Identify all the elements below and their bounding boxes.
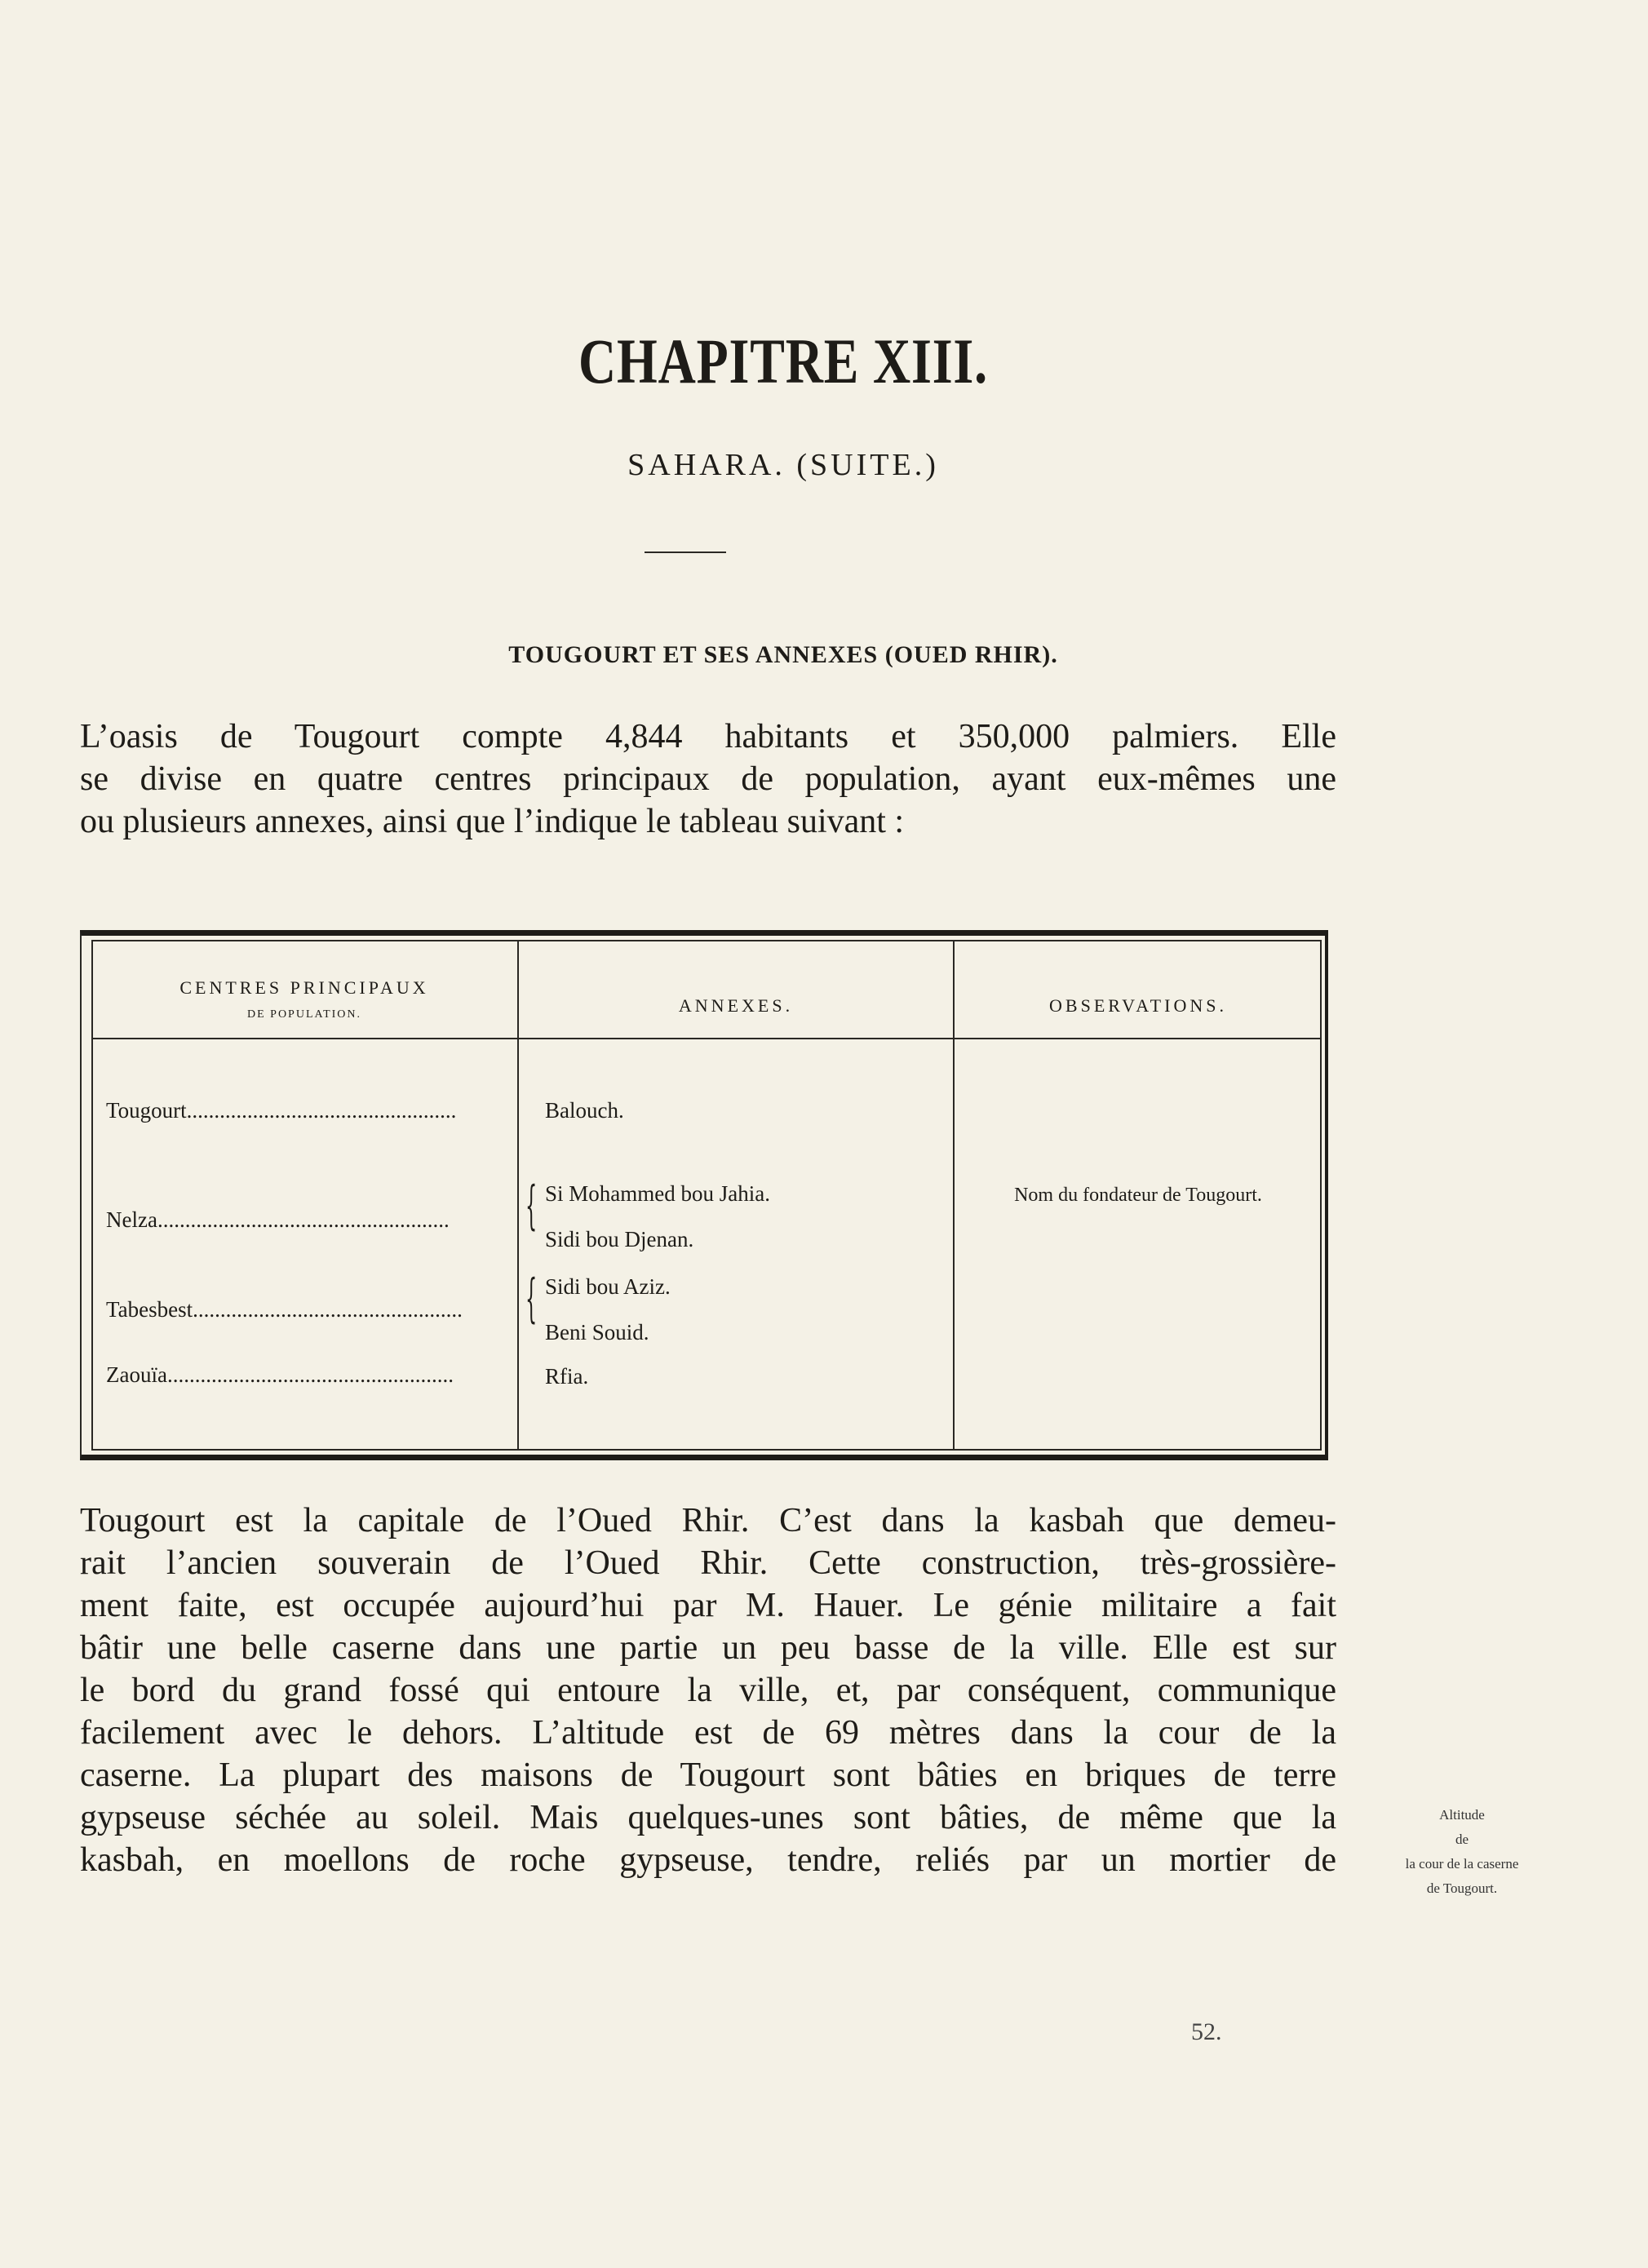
annex-item: Rfia. [545,1364,589,1389]
annex-item: Sidi bou Aziz. [545,1274,671,1299]
brace-icon: { [525,1176,538,1236]
observation-note: Nom du fondateur de Tougourt. [1014,1185,1262,1206]
paragraph-line: se divise en quatre centres principaux de population, ayant eux-mêmes une [80,760,1336,798]
header-centres-sub: DE POPULATION. [247,1008,361,1021]
table-row-centre: Zaouïa.................................................... [106,1362,454,1387]
intro-paragraph [80,715,1336,843]
table-row-centre: Tabesbest................................................. [106,1297,463,1322]
chapter-subtitle: SAHARA. (SUITE.) [627,448,939,482]
annex-item: Sidi bou Djenan. [545,1227,694,1251]
header-centres: CENTRES PRINCIPAUX [179,977,429,998]
paragraph-line: le bord du grand fossé qui entoure la ville, et, par conséquent, communique [80,1672,1336,1709]
header-observations: OBSERVATIONS. [1049,995,1227,1016]
margin-note [1372,1803,1552,1901]
section-heading: TOUGOURT ET SES ANNEXES (OUED RHIR). [508,641,1058,668]
paragraph-line: L’oasis de Tougourt compte 4,844 habitants et 350,000 palmiers. Elle [80,718,1336,755]
main-paragraph [80,1499,1336,1881]
brace-icon: { [525,1269,538,1329]
margin-note-line: de [1455,1832,1469,1847]
page-number: 52. [1191,2018,1222,2045]
annex-item: Balouch. [545,1098,624,1123]
paragraph-line: facilement avec le dehors. L’altitude est de 69 mètres dans la cour de la [80,1714,1336,1752]
header-divider [91,1038,1322,1039]
divider [645,551,726,553]
annex-item: Beni Souid. [545,1320,649,1344]
paragraph-line: Tougourt est la capitale de l’Oued Rhir. C’est dans la kasbah que demeu- [80,1502,1336,1539]
margin-note-line: Altitude [1439,1807,1485,1823]
annex-item: Si Mohammed bou Jahia. [545,1181,770,1206]
paragraph-line: kasbah, en moellons de roche gypseuse, tendre, reliés par un mortier de [80,1841,1336,1879]
table-row-centre: Tougourt................................................. [106,1098,457,1123]
paragraph-line: ou plusieurs annexes, ainsi que l’indique le tableau suivant : [80,803,905,840]
paragraph-line: caserne. La plupart des maisons de Tougourt sont bâties en briques de terre [80,1756,1336,1794]
paragraph-line: bâtir une belle caserne dans une partie un peu basse de la ville. Elle est sur [80,1629,1336,1667]
chapter-title: CHAPITRE XIII. [578,326,988,396]
paragraph-line: ment faite, est occupée aujourd’hui par M. Hauer. Le génie militaire a fait [80,1587,1336,1624]
paragraph-line: rait l’ancien souverain de l’Oued Rhir. Cette construction, très-grossière- [80,1544,1336,1582]
table-row-centre: Nelza..................................................... [106,1207,450,1232]
margin-note-line: de Tougourt. [1426,1880,1498,1896]
paragraph-line: gypseuse séchée au soleil. Mais quelques-unes sont bâties, de même que la [80,1799,1336,1836]
margin-note-line: la cour de la caserne [1405,1856,1519,1872]
header-annexes: ANNEXES. [678,995,794,1016]
